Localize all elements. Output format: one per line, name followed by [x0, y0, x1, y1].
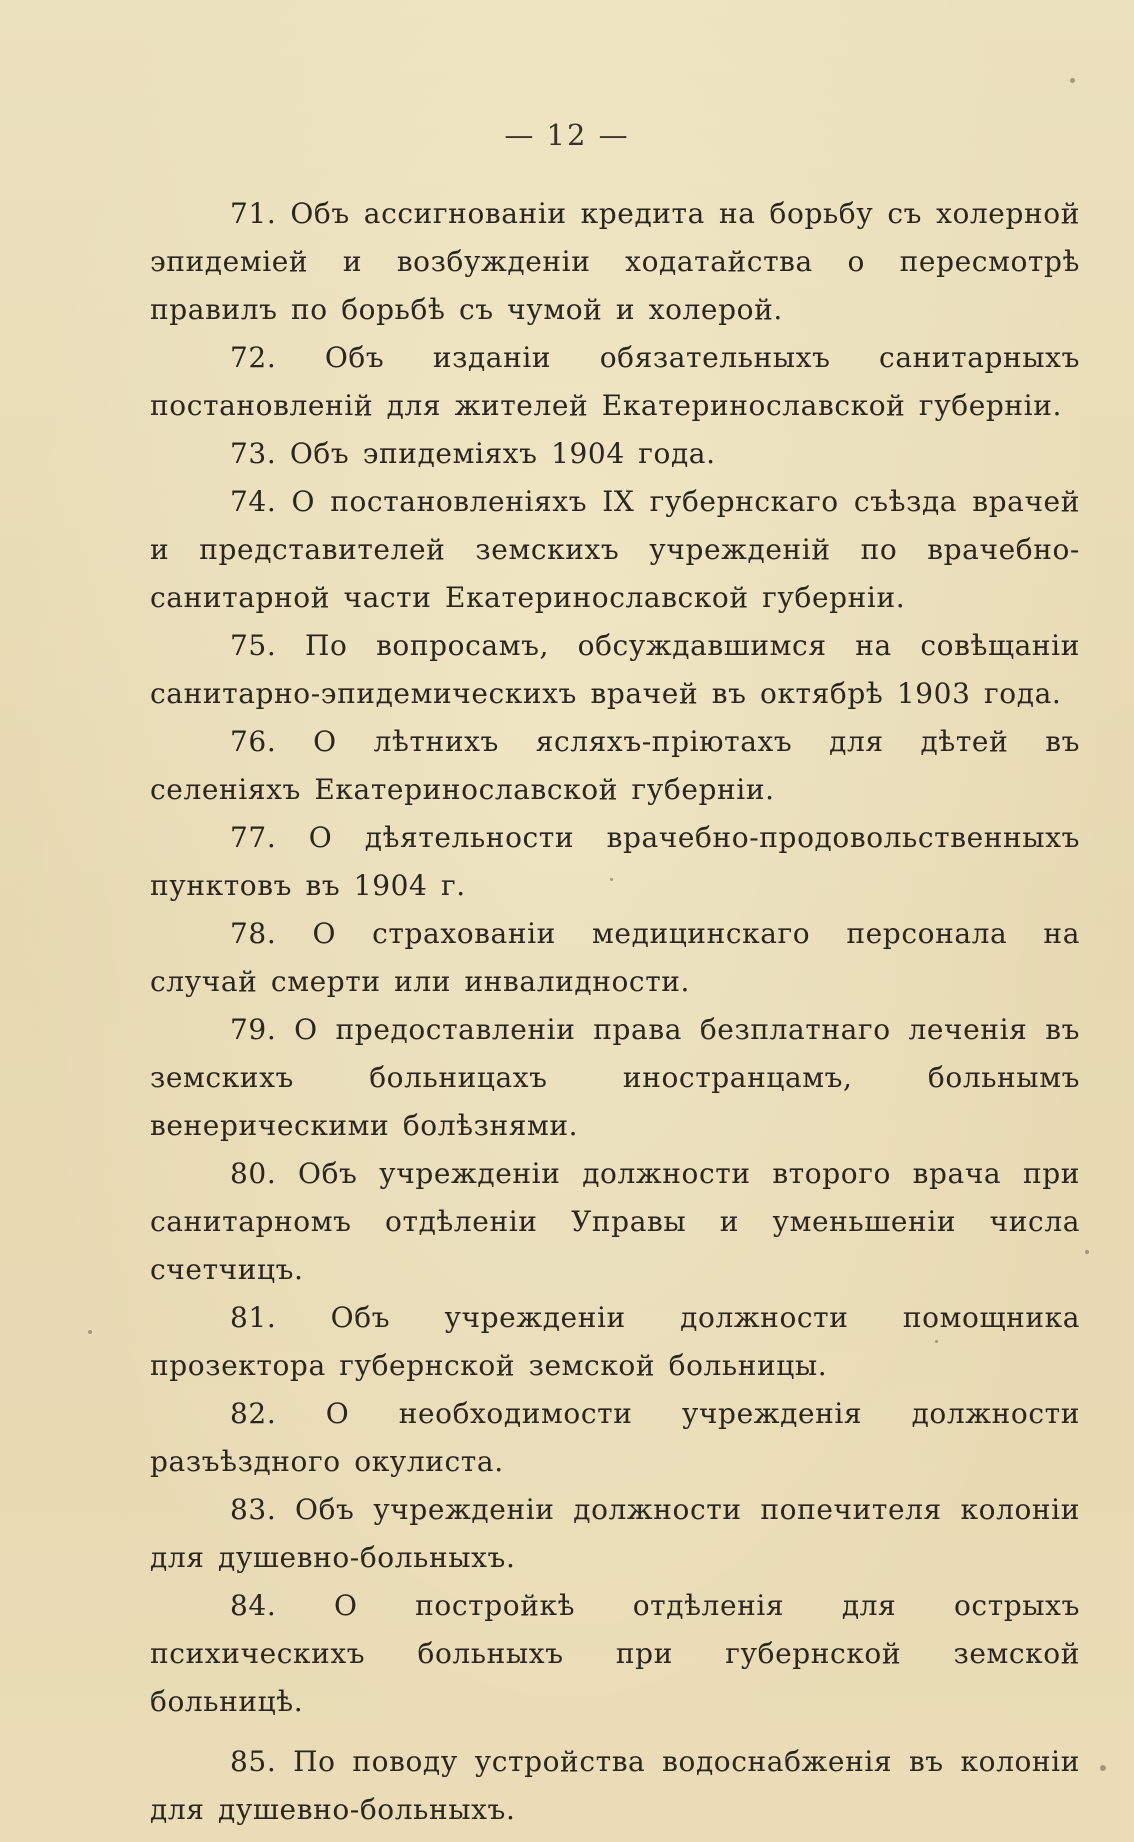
- paper-speck: [1070, 78, 1075, 83]
- list-item: 83. Объ учрежденіи должности попечителя колоніи для душевно-больныхъ.: [150, 1493, 1080, 1574]
- list-item: 85. По поводу устройства водоснабженія въ колоніи для душевно-больныхъ.: [150, 1745, 1080, 1826]
- paper-speck: [610, 878, 613, 881]
- list-item: 81. Объ учрежденіи должности помощника прозектора губернской земской больницы.: [150, 1301, 1080, 1382]
- list-item: 84. О постройкѣ отдѣленія для острыхъ психическихъ больныхъ при губернской земской больницѣ.: [150, 1589, 1080, 1718]
- list-item: 82. О необходимости учрежденія должности разъѣздного окулиста.: [150, 1397, 1080, 1478]
- list-item: 80. Объ учрежденіи должности второго врача при санитарномъ отдѣленіи Управы и уменьшеніи числа счетчицъ.: [150, 1157, 1080, 1286]
- list-item: 78. О страхованіи медицинскаго персонала на случай смерти или инвалидности.: [150, 917, 1080, 998]
- paper-speck: [935, 1340, 938, 1343]
- paper-speck: [88, 1330, 92, 1334]
- list-item: 77. О дѣятельности врачебно-продовольственныхъ пунктовъ въ 1904 г.: [150, 821, 1080, 902]
- list-item: 79. О предоставленіи права безплатнаго леченія въ земскихъ больницахъ иностранцамъ, больнымъ венерическими болѣзнями.: [150, 1013, 1080, 1142]
- page-number: — 12 —: [504, 118, 630, 152]
- list-item: 75. По вопросамъ, обсуждавшимся на совѣщаніи санитарно-эпидемическихъ врачей въ октябрѣ 1903 года.: [150, 629, 1080, 710]
- list-item: 73. Объ эпидеміяхъ 1904 года.: [230, 437, 716, 470]
- list-item: 76. О лѣтнихъ ясляхъ-пріютахъ для дѣтей въ селеніяхъ Екатеринославской губерніи.: [150, 725, 1080, 806]
- paper-speck: [1085, 1250, 1089, 1254]
- list-item: 71. Объ ассигнованіи кредита на борьбу съ холерной эпидеміей и возбужденіи ходатайства о пересмотрѣ правилъ по борьбѣ съ чумой и холерой.: [150, 197, 1080, 326]
- list-item: 72. Объ изданіи обязательныхъ санитарныхъ постановленій для жителей Екатеринославской губерніи.: [150, 341, 1080, 422]
- entries-list: [150, 190, 1080, 1834]
- list-item: 74. О постановленіяхъ IX губернскаго съѣзда врачей и представителей земскихъ учрежденій по врачебно-санитарной части Екатеринославской губерніи.: [150, 485, 1080, 614]
- paper-speck: [1100, 1765, 1106, 1771]
